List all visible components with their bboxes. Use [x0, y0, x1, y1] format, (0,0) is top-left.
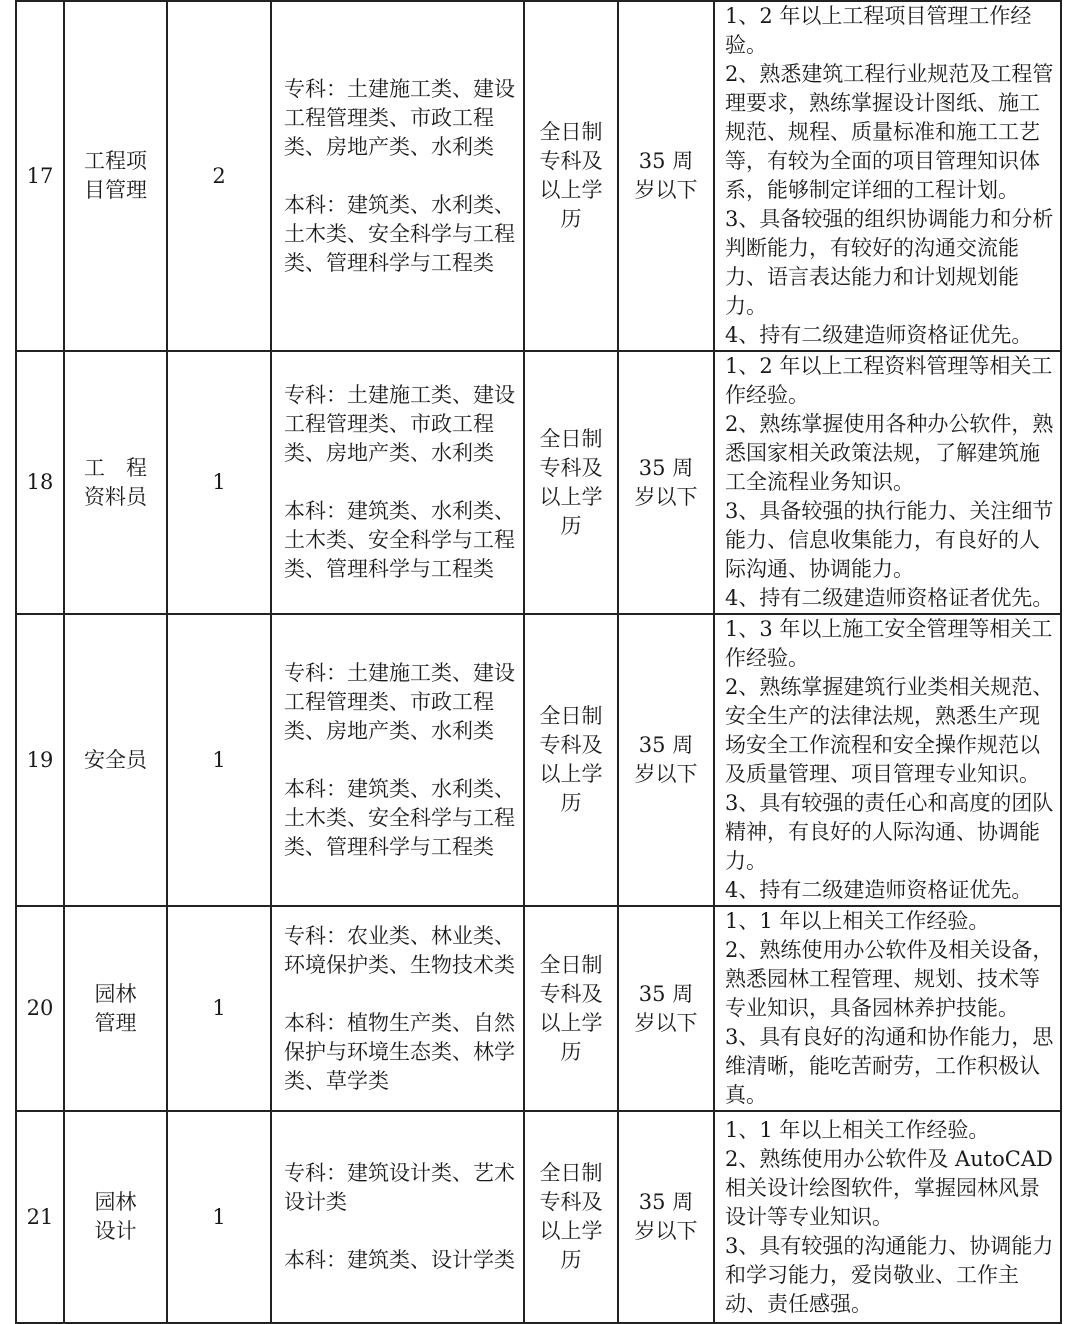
requirement-item: 2、熟练使用办公软件及相关设备，熟悉园林工程管理、规划、技术等专业知识，具备园林养护技能。: [725, 938, 1054, 1020]
major-requirement: [271, 1111, 524, 1323]
post-name-line: 设计: [94, 1219, 137, 1243]
age-line: 35 周: [638, 455, 694, 480]
requirement-item: 2、熟练掌握建筑行业类相关规范、安全生产的法律法规，熟悉生产现场安全工作流程和安全操作规范以及质量管理、项目管理专业知识。: [725, 675, 1054, 786]
row-number: 20: [16, 906, 64, 1111]
education-requirement: [524, 906, 618, 1111]
major-requirement: [271, 1, 524, 351]
headcount: 1: [167, 1111, 271, 1323]
major-bachelor: 本科：建筑类、水利类、土木类、安全科学与工程类、管理科学与工程类: [284, 499, 515, 581]
age-line: 岁以下: [634, 1219, 698, 1243]
post-name: [64, 1, 167, 351]
education-line: 历: [560, 1248, 582, 1272]
education-line: 历: [560, 513, 582, 538]
headcount: 1: [167, 614, 271, 906]
job-requirements: [714, 614, 1061, 906]
requirement-item: 3、具有较强的责任心和高度的团队精神，有良好的人际沟通、协调能力。: [725, 791, 1054, 873]
major-junior-college: 专科：建筑设计类、艺术设计类: [284, 1161, 515, 1214]
requirement-item: 3、具备较强的执行能力、关注细节能力、信息收集能力，有良好的人际沟通、协调能力。: [725, 499, 1054, 581]
education-line: 历: [560, 1039, 582, 1064]
education-line: 专科及: [539, 149, 603, 173]
post-name-line: 工程项: [84, 149, 147, 173]
age-requirement: [618, 1111, 714, 1323]
major-bachelor: 本科：建筑类、水利类、土木类、安全科学与工程类、管理科学与工程类: [284, 192, 515, 275]
table-body: [16, 1, 1061, 1323]
education-requirement: [524, 614, 618, 906]
table-row: [16, 1111, 1061, 1323]
age-line: 岁以下: [634, 762, 698, 786]
education-line: 以上学: [539, 1010, 603, 1035]
table-row: [16, 906, 1061, 1111]
major-bachelor: 本科：建筑类、设计学类: [284, 1248, 515, 1272]
row-number: 18: [16, 351, 64, 614]
requirement-item: 3、具备较强的组织协调能力和分析判断能力，有较好的沟通交流能力、语言表达能力和计划规划能力。: [725, 207, 1054, 318]
age-line: 35 周: [638, 981, 694, 1006]
education-line: 全日制: [539, 426, 603, 451]
row-number: 21: [16, 1111, 64, 1323]
education-line: 历: [560, 791, 582, 815]
recruitment-table: [15, 0, 1062, 1324]
post-name-line: 园林: [94, 981, 137, 1006]
age-requirement: [618, 614, 714, 906]
requirement-item: 2、熟练使用办公软件及 AutoCAD 相关设计绘图软件，掌握园林风景设计等专业知识。: [725, 1146, 1053, 1229]
requirement-item: 2、熟悉建筑工程行业规范及工程管理要求，熟练掌握设计图纸、施工规范、规程、质量标准和施工工艺等，有较为全面的项目管理知识体系，能够制定详细的工程计划。: [725, 62, 1054, 202]
requirement-item: 3、具有良好的沟通和协作能力，思维清晰，能吃苦耐劳，工作积极认真。: [725, 1025, 1054, 1107]
education-line: 专科及: [539, 981, 603, 1006]
education-line: 全日制: [539, 952, 603, 977]
requirement-item: 4、持有二级建造师资格证优先。: [725, 323, 1033, 347]
table-row: [16, 1, 1061, 351]
job-requirements: [714, 906, 1061, 1111]
age-line: 岁以下: [634, 178, 698, 202]
major-requirement: [271, 351, 524, 614]
age-requirement: [618, 351, 714, 614]
headcount: 1: [167, 906, 271, 1111]
education-line: 以上学: [539, 178, 603, 202]
major-junior-college: 专科：土建施工类、建设工程管理类、市政工程类、房地产类、水利类: [284, 76, 515, 159]
education-requirement: [524, 1, 618, 351]
education-line: 专科及: [539, 455, 603, 480]
job-requirements: [714, 351, 1061, 614]
major-bachelor: 本科：植物生产类、自然保护与环境生态类、林学类、草学类: [284, 1010, 515, 1093]
requirement-item: 1、3 年以上施工安全管理等相关工作经验。: [725, 617, 1053, 670]
post-name-line: 资料员: [84, 484, 147, 509]
table-row: [16, 614, 1061, 906]
age-line: 35 周: [638, 149, 694, 173]
job-requirements: [714, 1111, 1061, 1323]
row-number: 19: [16, 614, 64, 906]
requirement-item: 1、1 年以上相关工作经验。: [725, 909, 990, 933]
education-line: 全日制: [539, 1161, 603, 1185]
education-requirement: [524, 351, 618, 614]
post-name: [64, 906, 167, 1111]
major-bachelor: 本科：建筑类、水利类、土木类、安全科学与工程类、管理科学与工程类: [284, 776, 515, 859]
age-line: 岁以下: [634, 484, 698, 509]
post-name-line: 工 程: [84, 455, 147, 480]
row-number: 17: [16, 1, 64, 351]
major-junior-college: 专科：土建施工类、建设工程管理类、市政工程类、房地产类、水利类: [284, 660, 515, 743]
requirement-item: 1、2 年以上工程资料管理等相关工作经验。: [725, 354, 1053, 407]
education-line: 专科及: [539, 733, 603, 757]
age-requirement: [618, 1, 714, 351]
education-requirement: [524, 1111, 618, 1323]
headcount: 1: [167, 351, 271, 614]
age-line: 35 周: [638, 1190, 694, 1214]
post-name-line: 管理: [94, 1010, 137, 1035]
major-junior-college: 专科：农业类、林业类、环境保护类、生物技术类: [284, 923, 515, 977]
education-line: 历: [560, 207, 582, 231]
table-row: [16, 351, 1061, 614]
post-name: [64, 614, 167, 906]
age-line: 35 周: [638, 733, 694, 757]
requirement-item: 4、持有二级建造师资格证优先。: [725, 878, 1033, 902]
post-name-line: 园林: [94, 1190, 137, 1214]
requirement-item: 2、熟练掌握使用各种办公软件，熟悉国家相关政策法规，了解建筑施工全流程业务知识。: [725, 412, 1054, 494]
education-line: 以上学: [539, 484, 603, 509]
requirement-item: 4、持有二级建造师资格证者优先。: [725, 586, 1054, 610]
post-name-line: 目管理: [84, 178, 147, 202]
education-line: 全日制: [539, 120, 603, 144]
post-name: [64, 351, 167, 614]
education-line: 专科及: [539, 1190, 603, 1214]
requirement-item: 3、具有较强的沟通能力、协调能力和学习能力，爱岗敬业、工作主动、责任感强。: [725, 1233, 1054, 1316]
education-line: 全日制: [539, 704, 603, 728]
job-requirements: [714, 1, 1061, 351]
major-requirement: [271, 906, 524, 1111]
education-line: 以上学: [539, 1219, 603, 1243]
requirement-item: 1、1 年以上相关工作经验。: [725, 1117, 990, 1142]
post-name-line: 安全员: [84, 747, 147, 772]
age-line: 岁以下: [634, 1010, 698, 1035]
requirement-item: 1、2 年以上工程项目管理工作经验。: [725, 4, 1032, 57]
education-line: 以上学: [539, 762, 603, 786]
major-junior-college: 专科：土建施工类、建设工程管理类、市政工程类、房地产类、水利类: [284, 383, 515, 465]
major-requirement: [271, 614, 524, 906]
recruitment-table-page: [15, 0, 1060, 1324]
post-name: [64, 1111, 167, 1323]
headcount: 2: [167, 1, 271, 351]
age-requirement: [618, 906, 714, 1111]
